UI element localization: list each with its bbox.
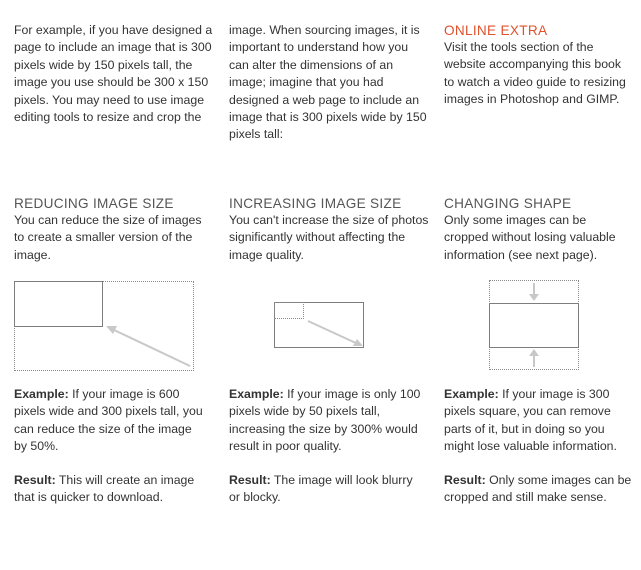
online-extra-box [444, 22, 634, 109]
example-label: Example: [14, 387, 69, 401]
result-label: Result: [444, 473, 486, 487]
section-title: REDUCING IMAGE SIZE [14, 196, 174, 211]
reducing-example [14, 386, 204, 456]
example-text: If your image is 600 pixels wide and 300 pixels tall, you can reduce the size of the image by 50%. [14, 387, 203, 454]
changing-result [444, 472, 636, 507]
result-text: The image will look blurry or blocky. [229, 473, 413, 505]
increasing-result [229, 472, 424, 507]
section-title: INCREASING IMAGE SIZE [229, 196, 402, 211]
section-changing-shape [444, 195, 634, 264]
result-text: Only some images can be cropped and still make sense. [444, 473, 632, 505]
increase-diagram [274, 302, 364, 348]
result-text: This will create an image that is quicker to download. [14, 473, 195, 505]
reducing-result [14, 472, 209, 507]
example-text: If your image is only 100 pixels wide by 50 pixels tall, increasing the size by 300% would result in poor quality. [229, 387, 421, 454]
online-extra-title: ONLINE EXTRA [444, 23, 548, 38]
section-description: Only some images can be cropped without losing valuable information (see next page). [444, 213, 616, 262]
increasing-example [229, 386, 424, 456]
online-extra-text: Visit the tools section of the website accompanying this book to watch a video guide to resizing images in Photoshop and GIMP. [444, 40, 626, 107]
section-description: You can reduce the size of images to create a smaller version of the image. [14, 213, 202, 262]
section-title: CHANGING SHAPE [444, 196, 572, 211]
section-reducing [14, 195, 214, 264]
crop-diagram [489, 280, 579, 370]
increase-arrow-icon [274, 302, 364, 348]
reduce-arrow-icon [14, 281, 194, 371]
intro-paragraph-1: For example, if you have designed a page to include an image that is 300 pixels wide by 150 pixels tall, the image you use should be 300 x 150 pixels. You may need to use image editing tools to resize and crop the [14, 23, 213, 125]
result-label: Result: [229, 473, 271, 487]
crop-arrows-icon [489, 280, 579, 370]
example-text: If your image is 300 pixels square, you can remove parts of it, but in doing so you might lose valuable information. [444, 387, 617, 454]
result-label: Result: [14, 473, 56, 487]
example-label: Example: [229, 387, 284, 401]
reduce-diagram [14, 281, 194, 371]
section-increasing [229, 195, 429, 264]
changing-example [444, 386, 636, 456]
example-label: Example: [444, 387, 499, 401]
intro-paragraph-2: image. When sourcing images, it is important to understand how you can alter the dimensions of an image; imagine that you had designed a web page to include an image that is 300 pixels wide by 150 pixels tall: [229, 23, 427, 142]
section-description: You can't increase the size of photos significantly without affecting the image quality. [229, 213, 429, 262]
